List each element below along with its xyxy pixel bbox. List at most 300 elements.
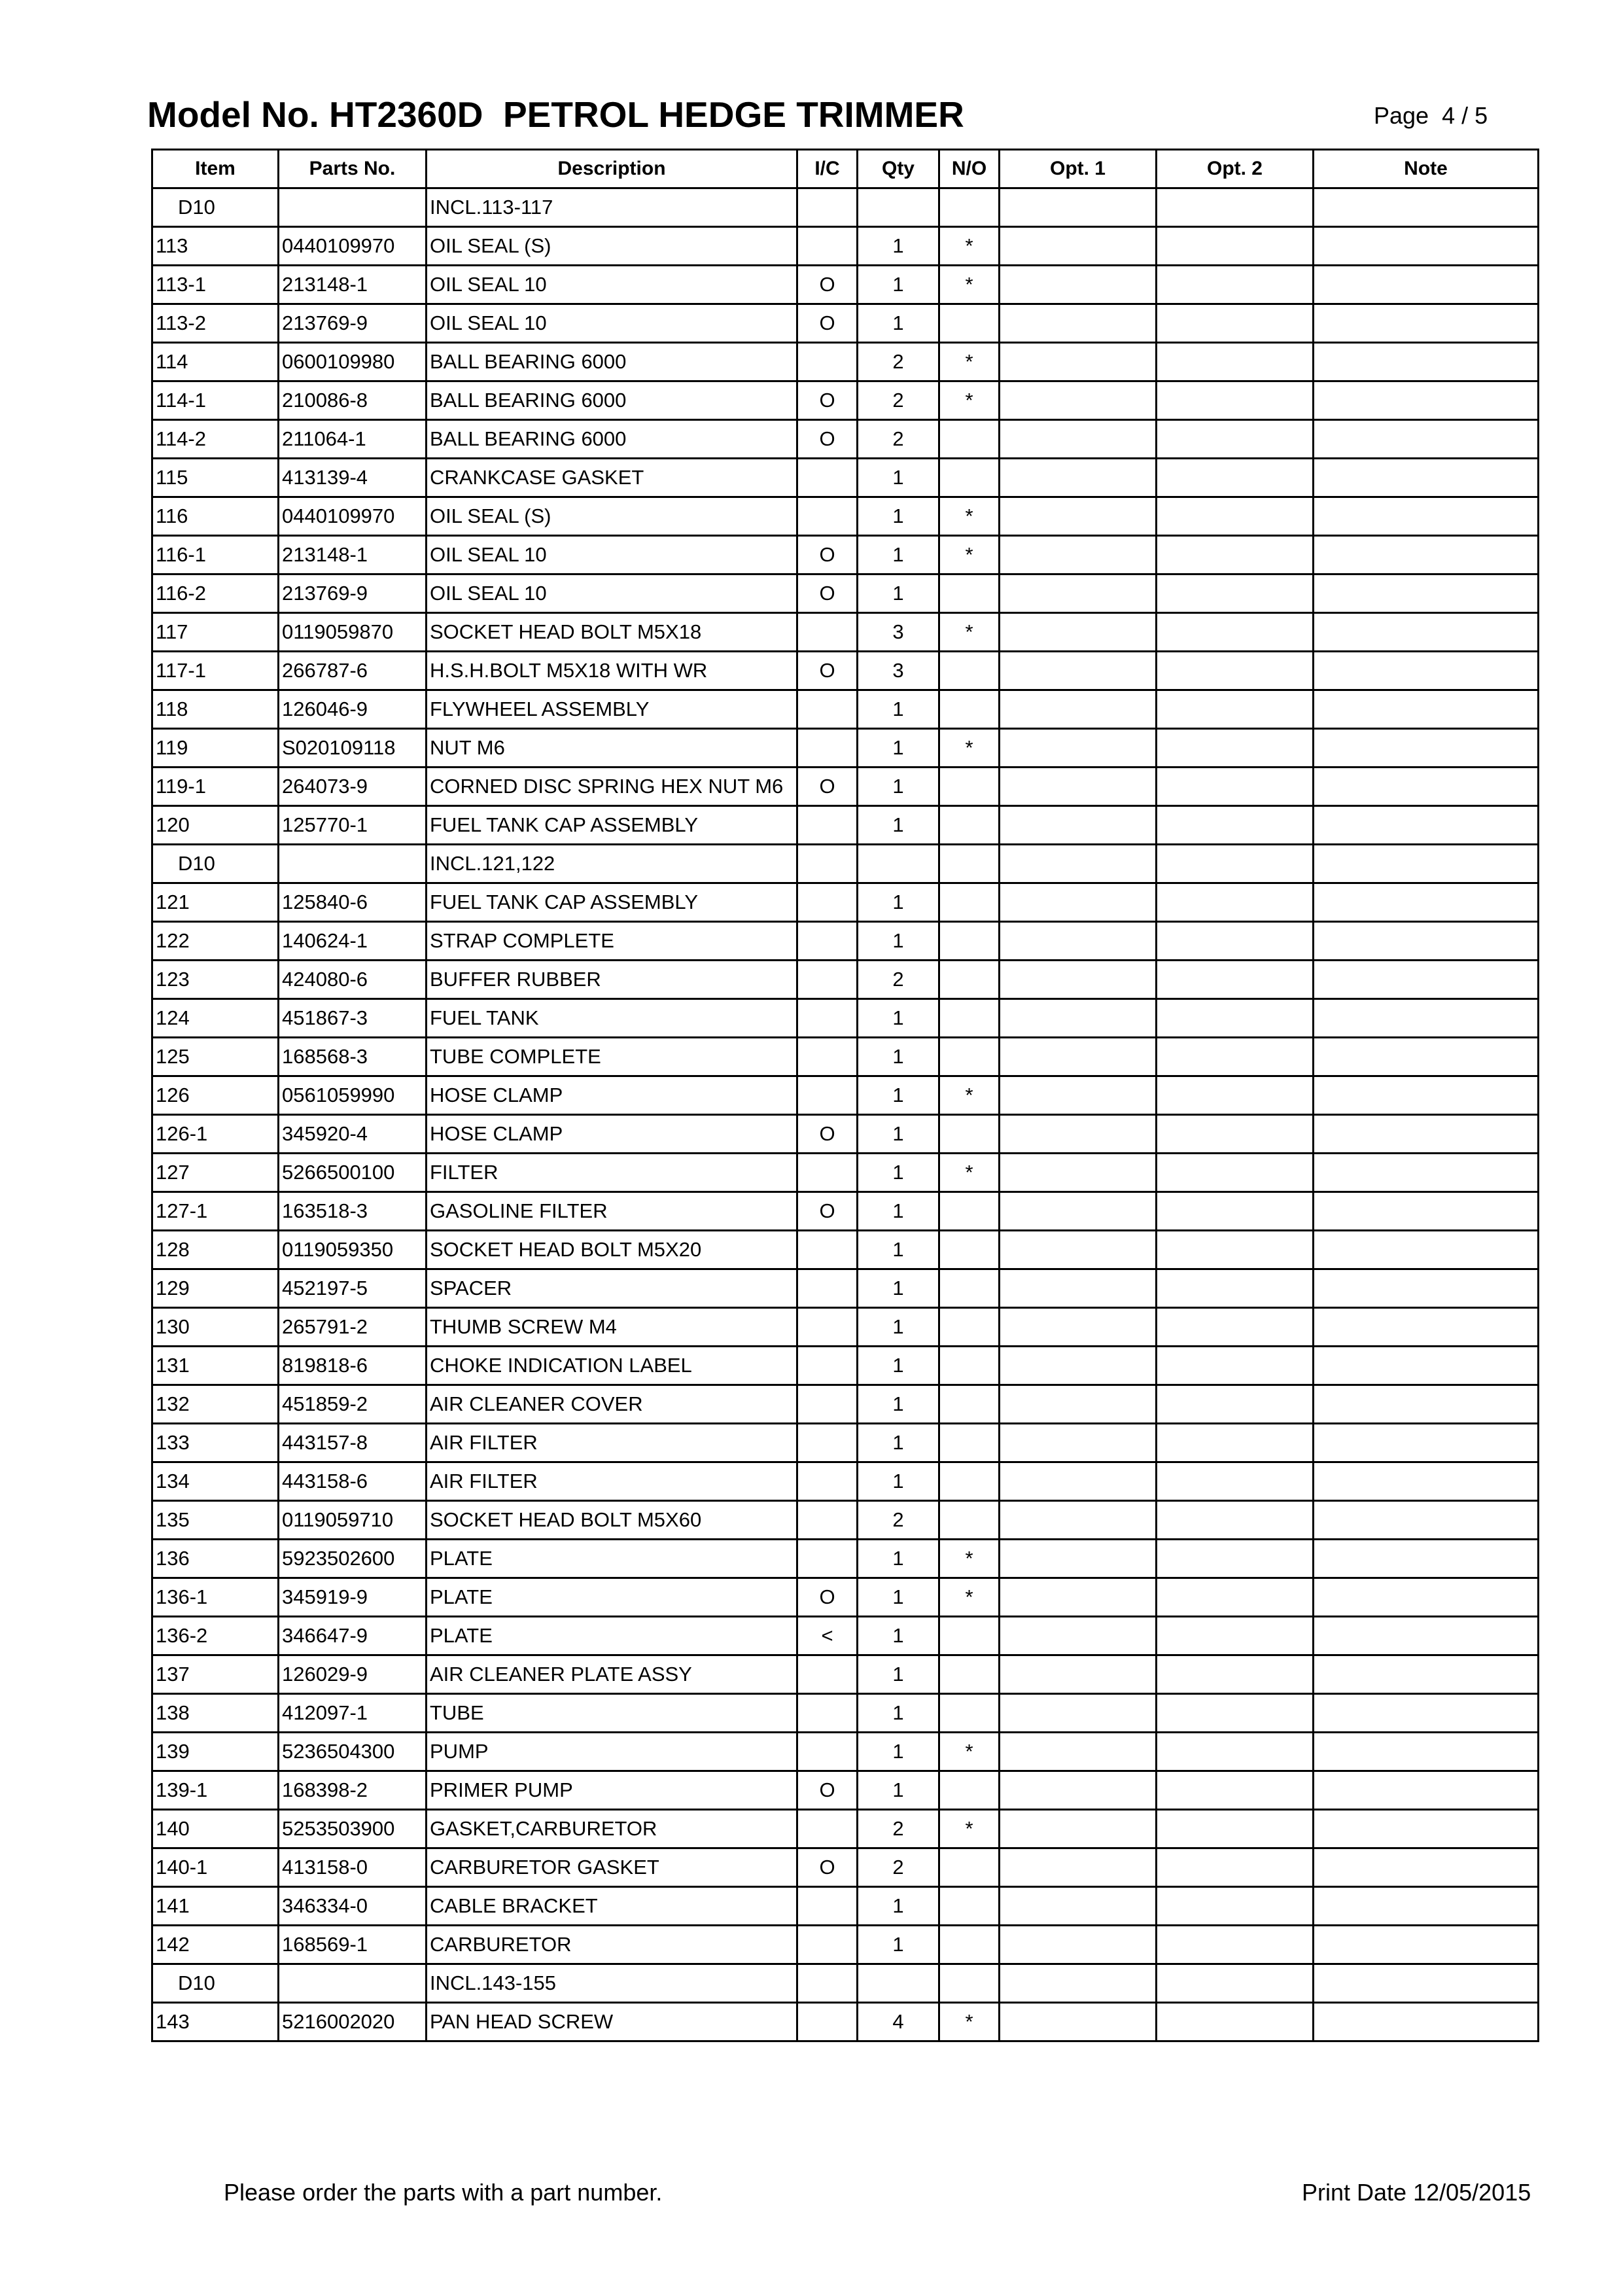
cell-opt1: [1000, 459, 1157, 497]
cell-description: INCL.143-155: [427, 1964, 797, 2003]
cell-ic: [797, 1231, 858, 1269]
table-row: [152, 2003, 1539, 2041]
cell-qty: [858, 1964, 939, 2003]
cell-opt1: [1000, 343, 1157, 381]
cell-ic: [797, 1269, 858, 1308]
cell-no: *: [939, 613, 1000, 652]
cell-opt2: [1157, 1733, 1314, 1771]
cell-note: [1314, 1462, 1539, 1501]
cell-opt2: [1157, 1848, 1314, 1887]
cell-no: [939, 1038, 1000, 1076]
cell-ic: O: [797, 266, 858, 304]
cell-opt1: [1000, 266, 1157, 304]
cell-opt1: [1000, 652, 1157, 690]
cell-ic: [797, 883, 858, 922]
cell-note: [1314, 883, 1539, 922]
cell-ic: [797, 1347, 858, 1385]
cell-ic: O: [797, 420, 858, 459]
column-header-note: Note: [1314, 150, 1539, 188]
cell-ic: [797, 343, 858, 381]
cell-parts-no: 265791-2: [279, 1308, 427, 1347]
table-row: [152, 188, 1539, 227]
cell-item: 124: [152, 999, 279, 1038]
column-header-opt2: Opt. 2: [1157, 150, 1314, 188]
cell-no: [939, 1424, 1000, 1462]
cell-opt2: [1157, 574, 1314, 613]
cell-note: [1314, 1501, 1539, 1540]
cell-description: OIL SEAL (S): [427, 497, 797, 536]
cell-parts-no: 168569-1: [279, 1926, 427, 1964]
cell-parts-no: 452197-5: [279, 1269, 427, 1308]
cell-item: 129: [152, 1269, 279, 1308]
cell-qty: 1: [858, 1154, 939, 1192]
cell-parts-no: 213148-1: [279, 536, 427, 574]
table-row: [152, 1076, 1539, 1115]
cell-parts-no: 443157-8: [279, 1424, 427, 1462]
cell-no: *: [939, 1810, 1000, 1848]
cell-item: 117: [152, 613, 279, 652]
table-row: [152, 1694, 1539, 1733]
table-row: [152, 1733, 1539, 1771]
cell-ic: [797, 1308, 858, 1347]
cell-qty: 1: [858, 1655, 939, 1694]
cell-note: [1314, 1347, 1539, 1385]
cell-description: CABLE BRACKET: [427, 1887, 797, 1926]
cell-description: STRAP COMPLETE: [427, 922, 797, 961]
cell-opt1: [1000, 883, 1157, 922]
table-row: [152, 1385, 1539, 1424]
cell-qty: 1: [858, 1192, 939, 1231]
cell-qty: 2: [858, 961, 939, 999]
cell-qty: 1: [858, 729, 939, 768]
table-row: [152, 536, 1539, 574]
cell-note: [1314, 999, 1539, 1038]
cell-no: *: [939, 729, 1000, 768]
table-row: [152, 806, 1539, 845]
cell-no: [939, 1462, 1000, 1501]
cell-opt2: [1157, 1771, 1314, 1810]
cell-description: SPACER: [427, 1269, 797, 1308]
cell-note: [1314, 1115, 1539, 1154]
column-header-description: Description: [427, 150, 797, 188]
cell-opt1: [1000, 1192, 1157, 1231]
cell-qty: 1: [858, 227, 939, 266]
cell-note: [1314, 961, 1539, 999]
table-row: [152, 1771, 1539, 1810]
cell-ic: [797, 188, 858, 227]
cell-opt2: [1157, 729, 1314, 768]
cell-note: [1314, 497, 1539, 536]
cell-opt1: [1000, 188, 1157, 227]
table-row: [152, 768, 1539, 806]
cell-item: 130: [152, 1308, 279, 1347]
table-row: [152, 1501, 1539, 1540]
cell-no: [939, 1347, 1000, 1385]
cell-description: BUFFER RUBBER: [427, 961, 797, 999]
cell-no: [939, 459, 1000, 497]
cell-ic: [797, 729, 858, 768]
cell-item: 116-1: [152, 536, 279, 574]
cell-item: 139-1: [152, 1771, 279, 1810]
cell-no: [939, 845, 1000, 883]
cell-opt1: [1000, 1038, 1157, 1076]
table-row: [152, 1578, 1539, 1617]
cell-parts-no: [279, 188, 427, 227]
cell-note: [1314, 1848, 1539, 1887]
cell-opt2: [1157, 536, 1314, 574]
cell-note: [1314, 1038, 1539, 1076]
cell-description: PLATE: [427, 1578, 797, 1617]
cell-description: FILTER: [427, 1154, 797, 1192]
cell-note: [1314, 1424, 1539, 1462]
cell-no: *: [939, 1540, 1000, 1578]
cell-item: 122: [152, 922, 279, 961]
cell-qty: 1: [858, 768, 939, 806]
cell-ic: [797, 1540, 858, 1578]
cell-item: 127-1: [152, 1192, 279, 1231]
cell-description: SOCKET HEAD BOLT M5X20: [427, 1231, 797, 1269]
table-row: [152, 922, 1539, 961]
cell-item: 136-1: [152, 1578, 279, 1617]
cell-parts-no: 210086-8: [279, 381, 427, 420]
cell-ic: O: [797, 1848, 858, 1887]
cell-description: NUT M6: [427, 729, 797, 768]
cell-note: [1314, 574, 1539, 613]
cell-ic: [797, 1694, 858, 1733]
cell-item: 113-2: [152, 304, 279, 343]
cell-parts-no: 126029-9: [279, 1655, 427, 1694]
cell-opt1: [1000, 1462, 1157, 1501]
cell-item: 132: [152, 1385, 279, 1424]
table-row: [152, 1038, 1539, 1076]
cell-no: [939, 1385, 1000, 1424]
cell-item: 139: [152, 1733, 279, 1771]
table-row: [152, 304, 1539, 343]
parts-table-body: [152, 188, 1539, 2041]
cell-opt2: [1157, 845, 1314, 883]
cell-no: *: [939, 1733, 1000, 1771]
cell-description: H.S.H.BOLT M5X18 WITH WR: [427, 652, 797, 690]
table-row: [152, 845, 1539, 883]
table-row: [152, 1308, 1539, 1347]
table-row: [152, 883, 1539, 922]
cell-description: TUBE COMPLETE: [427, 1038, 797, 1076]
table-row: [152, 497, 1539, 536]
cell-opt2: [1157, 343, 1314, 381]
cell-qty: 1: [858, 806, 939, 845]
cell-no: [939, 1771, 1000, 1810]
cell-description: TUBE: [427, 1694, 797, 1733]
cell-item: 119: [152, 729, 279, 768]
cell-item: 114-2: [152, 420, 279, 459]
table-row: [152, 343, 1539, 381]
cell-opt2: [1157, 1926, 1314, 1964]
cell-opt1: [1000, 304, 1157, 343]
cell-parts-no: 211064-1: [279, 420, 427, 459]
cell-parts-no: 413139-4: [279, 459, 427, 497]
cell-opt1: [1000, 1733, 1157, 1771]
cell-opt1: [1000, 806, 1157, 845]
cell-parts-no: 0561059990: [279, 1076, 427, 1115]
table-row: [152, 1347, 1539, 1385]
cell-note: [1314, 652, 1539, 690]
cell-qty: 1: [858, 922, 939, 961]
cell-description: AIR CLEANER COVER: [427, 1385, 797, 1424]
cell-opt1: [1000, 497, 1157, 536]
cell-parts-no: 213148-1: [279, 266, 427, 304]
cell-opt1: [1000, 2003, 1157, 2041]
cell-description: FUEL TANK: [427, 999, 797, 1038]
cell-item: 137: [152, 1655, 279, 1694]
cell-parts-no: 0119059710: [279, 1501, 427, 1540]
cell-no: [939, 304, 1000, 343]
cell-opt2: [1157, 188, 1314, 227]
cell-opt1: [1000, 420, 1157, 459]
cell-parts-no: 213769-9: [279, 574, 427, 613]
cell-parts-no: 168568-3: [279, 1038, 427, 1076]
cell-description: FUEL TANK CAP ASSEMBLY: [427, 883, 797, 922]
cell-qty: 1: [858, 1424, 939, 1462]
cell-opt2: [1157, 1347, 1314, 1385]
cell-description: CARBURETOR: [427, 1926, 797, 1964]
cell-ic: [797, 806, 858, 845]
table-row: [152, 266, 1539, 304]
cell-qty: 1: [858, 1231, 939, 1269]
cell-opt1: [1000, 1308, 1157, 1347]
table-row: [152, 1424, 1539, 1462]
cell-qty: 1: [858, 1771, 939, 1810]
cell-parts-no: S020109118: [279, 729, 427, 768]
table-row: [152, 1810, 1539, 1848]
cell-no: *: [939, 1076, 1000, 1115]
table-row: [152, 690, 1539, 729]
cell-qty: 2: [858, 1848, 939, 1887]
cell-qty: 1: [858, 999, 939, 1038]
cell-note: [1314, 1655, 1539, 1694]
cell-item: 143: [152, 2003, 279, 2041]
cell-ic: [797, 1733, 858, 1771]
cell-no: [939, 1848, 1000, 1887]
cell-opt2: [1157, 1964, 1314, 2003]
cell-item: 113: [152, 227, 279, 266]
cell-opt2: [1157, 381, 1314, 420]
cell-description: FLYWHEEL ASSEMBLY: [427, 690, 797, 729]
cell-ic: [797, 227, 858, 266]
cell-note: [1314, 343, 1539, 381]
cell-description: SOCKET HEAD BOLT M5X18: [427, 613, 797, 652]
cell-no: [939, 1964, 1000, 2003]
cell-note: [1314, 1926, 1539, 1964]
cell-opt1: [1000, 1926, 1157, 1964]
cell-ic: [797, 1810, 858, 1848]
cell-no: *: [939, 1578, 1000, 1617]
cell-note: [1314, 1308, 1539, 1347]
cell-no: *: [939, 266, 1000, 304]
cell-parts-no: 0600109980: [279, 343, 427, 381]
cell-qty: 1: [858, 1926, 939, 1964]
table-row: [152, 1617, 1539, 1655]
cell-description: AIR CLEANER PLATE ASSY: [427, 1655, 797, 1694]
cell-description: INCL.113-117: [427, 188, 797, 227]
cell-parts-no: 346647-9: [279, 1617, 427, 1655]
cell-note: [1314, 536, 1539, 574]
cell-note: [1314, 1385, 1539, 1424]
cell-ic: [797, 690, 858, 729]
cell-ic: O: [797, 1115, 858, 1154]
cell-item: 119-1: [152, 768, 279, 806]
cell-no: [939, 768, 1000, 806]
cell-opt2: [1157, 961, 1314, 999]
cell-item: 125: [152, 1038, 279, 1076]
cell-parts-no: 451859-2: [279, 1385, 427, 1424]
cell-opt2: [1157, 227, 1314, 266]
cell-no: *: [939, 1154, 1000, 1192]
cell-opt2: [1157, 2003, 1314, 2041]
cell-item: 138: [152, 1694, 279, 1733]
parts-table: [151, 149, 1539, 2042]
cell-qty: 2: [858, 1810, 939, 1848]
cell-item: 141: [152, 1887, 279, 1926]
cell-qty: 1: [858, 1347, 939, 1385]
table-header-row: [152, 150, 1539, 188]
cell-qty: 2: [858, 343, 939, 381]
cell-ic: [797, 1154, 858, 1192]
cell-qty: 4: [858, 2003, 939, 2041]
column-header-item: Item: [152, 150, 279, 188]
cell-parts-no: 5216002020: [279, 2003, 427, 2041]
cell-description: HOSE CLAMP: [427, 1076, 797, 1115]
cell-description: HOSE CLAMP: [427, 1115, 797, 1154]
cell-parts-no: 5266500100: [279, 1154, 427, 1192]
cell-opt2: [1157, 652, 1314, 690]
cell-description: BALL BEARING 6000: [427, 343, 797, 381]
cell-description: CRANKCASE GASKET: [427, 459, 797, 497]
cell-item: 113-1: [152, 266, 279, 304]
cell-note: [1314, 1231, 1539, 1269]
cell-opt2: [1157, 497, 1314, 536]
cell-ic: [797, 922, 858, 961]
cell-parts-no: 819818-6: [279, 1347, 427, 1385]
cell-qty: 2: [858, 420, 939, 459]
cell-description: OIL SEAL (S): [427, 227, 797, 266]
table-row: [152, 613, 1539, 652]
table-row: [152, 459, 1539, 497]
cell-no: [939, 806, 1000, 845]
column-header-ic: I/C: [797, 150, 858, 188]
cell-no: *: [939, 381, 1000, 420]
cell-qty: 1: [858, 1578, 939, 1617]
cell-no: [939, 883, 1000, 922]
cell-ic: [797, 1964, 858, 2003]
table-row: [152, 1462, 1539, 1501]
cell-note: [1314, 1771, 1539, 1810]
cell-item: 115: [152, 459, 279, 497]
cell-qty: 1: [858, 536, 939, 574]
cell-item: 114: [152, 343, 279, 381]
cell-opt1: [1000, 1771, 1157, 1810]
cell-opt1: [1000, 768, 1157, 806]
cell-qty: [858, 845, 939, 883]
cell-note: [1314, 806, 1539, 845]
cell-qty: 1: [858, 883, 939, 922]
cell-qty: 1: [858, 497, 939, 536]
cell-note: [1314, 1154, 1539, 1192]
cell-note: [1314, 1694, 1539, 1733]
cell-ic: O: [797, 574, 858, 613]
table-row: [152, 961, 1539, 999]
cell-parts-no: 345919-9: [279, 1578, 427, 1617]
cell-no: [939, 961, 1000, 999]
cell-description: CARBURETOR GASKET: [427, 1848, 797, 1887]
cell-parts-no: 125770-1: [279, 806, 427, 845]
cell-item: 126-1: [152, 1115, 279, 1154]
cell-item: 131: [152, 1347, 279, 1385]
cell-description: OIL SEAL 10: [427, 574, 797, 613]
cell-note: [1314, 922, 1539, 961]
cell-opt2: [1157, 1540, 1314, 1578]
cell-opt1: [1000, 1424, 1157, 1462]
cell-ic: [797, 961, 858, 999]
cell-no: [939, 420, 1000, 459]
cell-parts-no: [279, 1964, 427, 2003]
cell-opt1: [1000, 1385, 1157, 1424]
cell-description: BALL BEARING 6000: [427, 381, 797, 420]
cell-qty: 1: [858, 1269, 939, 1308]
cell-ic: O: [797, 1578, 858, 1617]
table-row: [152, 1655, 1539, 1694]
cell-no: [939, 690, 1000, 729]
cell-ic: [797, 1501, 858, 1540]
cell-description: BALL BEARING 6000: [427, 420, 797, 459]
cell-ic: O: [797, 304, 858, 343]
cell-no: [939, 188, 1000, 227]
table-row: [152, 1154, 1539, 1192]
cell-qty: 1: [858, 1462, 939, 1501]
cell-parts-no: 163518-3: [279, 1192, 427, 1231]
cell-no: *: [939, 497, 1000, 536]
table-row: [152, 1848, 1539, 1887]
cell-item: 114-1: [152, 381, 279, 420]
table-row: [152, 1115, 1539, 1154]
cell-item: 128: [152, 1231, 279, 1269]
cell-ic: [797, 845, 858, 883]
cell-description: PLATE: [427, 1540, 797, 1578]
cell-opt2: [1157, 1655, 1314, 1694]
cell-ic: [797, 613, 858, 652]
cell-opt2: [1157, 1308, 1314, 1347]
cell-ic: O: [797, 536, 858, 574]
cell-opt2: [1157, 1462, 1314, 1501]
cell-description: CHOKE INDICATION LABEL: [427, 1347, 797, 1385]
cell-note: [1314, 1192, 1539, 1231]
cell-no: [939, 1501, 1000, 1540]
cell-ic: [797, 999, 858, 1038]
cell-no: *: [939, 2003, 1000, 2041]
cell-opt2: [1157, 1424, 1314, 1462]
cell-opt2: [1157, 1192, 1314, 1231]
cell-opt2: [1157, 459, 1314, 497]
cell-note: [1314, 1076, 1539, 1115]
table-row: [152, 574, 1539, 613]
page-number: Page 4 / 5: [1374, 102, 1488, 129]
cell-qty: 1: [858, 574, 939, 613]
page-title: Model No. HT2360D PETROL HEDGE TRIMMER: [147, 94, 964, 135]
cell-no: *: [939, 227, 1000, 266]
cell-qty: 2: [858, 381, 939, 420]
cell-note: [1314, 845, 1539, 883]
cell-note: [1314, 459, 1539, 497]
cell-ic: <: [797, 1617, 858, 1655]
